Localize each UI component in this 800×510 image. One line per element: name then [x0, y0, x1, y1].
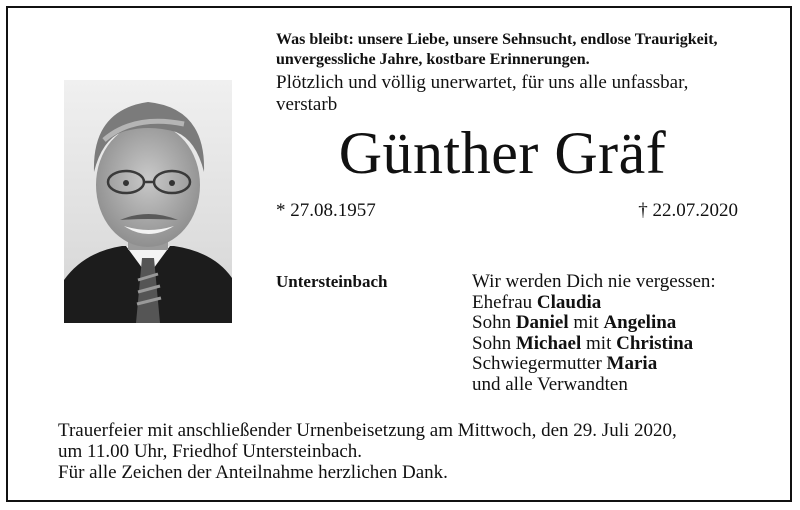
ceremony-line-1: Trauerfeier mit anschließender Urnenbeisetzung am Mittwoch, den 29. Juli 2020,: [58, 420, 677, 441]
family-line-mother-in-law: [472, 354, 716, 375]
relation-label: Ehefrau: [472, 291, 533, 313]
intro-line-1: Plötzlich und völlig unerwartet, für uns alle unfassbar,: [276, 72, 689, 93]
ceremony-details: [58, 420, 677, 483]
relation-label: Sohn: [472, 312, 512, 333]
deceased-name: Günther Gräf: [338, 120, 667, 186]
conjunction: mit: [573, 312, 599, 333]
family-line-wife: [472, 293, 716, 314]
announcement-intro: [276, 72, 688, 116]
ceremony-line-2: um 11.00 Uhr, Friedhof Untersteinbach.: [58, 441, 363, 462]
portrait-photo: [64, 80, 232, 323]
relative-name: Daniel: [515, 312, 569, 333]
family-line-son-1: [472, 313, 716, 334]
relative-name: Angelina: [603, 312, 677, 333]
conjunction: mit: [586, 332, 612, 354]
relation-label: Sohn: [472, 332, 512, 354]
birth-date: * 27.08.1957: [276, 200, 376, 221]
thanks-line: Für alle Zeichen der Anteilnahme herzlichen Dank.: [58, 462, 448, 483]
family-list: [472, 272, 716, 395]
place-of-residence: Untersteinbach: [276, 272, 388, 291]
memorial-quote: [276, 30, 718, 70]
family-line-son-2: [472, 334, 716, 355]
relative-name: Michael: [515, 332, 582, 354]
relative-name: Maria: [606, 353, 658, 374]
family-line-relatives: und alle Verwandten: [472, 373, 628, 395]
intro-line-2: verstarb: [276, 94, 338, 115]
relative-name: Claudia: [536, 291, 602, 313]
quote-line-1: Was bleibt: unsere Liebe, unsere Sehnsucht, endlose Traurigkeit,: [276, 31, 718, 48]
portrait-image: [64, 80, 232, 323]
death-date: † 22.07.2020: [638, 200, 738, 221]
quote-line-2: unvergessliche Jahre, kostbare Erinnerungen.: [276, 51, 590, 68]
relation-label: Schwiegermutter: [472, 353, 602, 374]
family-line-farewell: Wir werden Dich nie vergessen:: [472, 271, 716, 292]
relative-name: Christina: [616, 332, 694, 354]
